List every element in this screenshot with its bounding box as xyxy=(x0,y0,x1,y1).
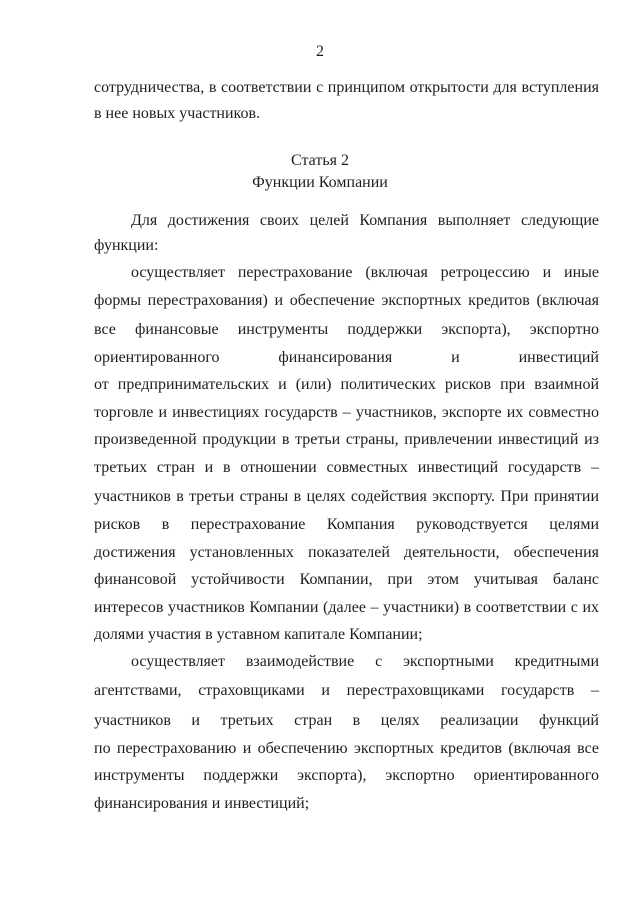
page-number: 2 xyxy=(316,43,324,60)
text-line: участников и третьих стран в целях реализации функций xyxy=(94,712,599,729)
text-line: функции: xyxy=(94,237,159,254)
text-line: осуществляет перестрахование (включая ретроцессию и иные xyxy=(131,264,599,281)
text-line: торговле и инвестициях государств – участников, экспорте их совместно xyxy=(94,404,599,421)
text-line: долями участия в уставном капитале Компании; xyxy=(94,626,423,643)
article-title: Функции Компании xyxy=(252,174,388,191)
text-line: участников в третьи страны в целях содействия экспорту. При принятии xyxy=(94,488,599,505)
text-line: финансовой устойчивости Компании, при этом учитывая баланс xyxy=(94,571,599,588)
text-line: третьих стран и в отношении совместных инвестиций государств – xyxy=(94,459,599,476)
text-line: финансирования и инвестиций; xyxy=(94,795,310,812)
text-line: агентствами, страховщиками и перестраховщиками государств – xyxy=(94,682,599,699)
text-line: формы перестрахования) и обеспечение экспортных кредитов (включая xyxy=(94,292,599,309)
text-line: сотрудничества, в соответствии с принципом открытости для вступления xyxy=(94,79,599,96)
text-line: по перестрахованию и обеспечению экспортных кредитов (включая все xyxy=(94,740,599,757)
text-line: произведенной продукции в третьи страны, привлечении инвестиций из xyxy=(94,431,599,448)
text-line: Для достижения своих целей Компания выполняет следующие xyxy=(131,212,599,229)
text-line: достижения установленных показателей деятельности, обеспечения xyxy=(94,544,599,561)
text-line: ориентированного финансирования и инвестиций xyxy=(94,349,599,366)
text-line: все финансовые инструменты поддержки экспорта), экспортно xyxy=(94,321,599,338)
text-line: осуществляет взаимодействие с экспортными кредитными xyxy=(131,653,599,670)
article-number: Статья 2 xyxy=(291,152,349,169)
text-line: в нее новых участников. xyxy=(94,105,261,122)
text-line: рисков в перестрахование Компания руководствуется целями xyxy=(94,516,599,533)
text-line: интересов участников Компании (далее – участники) в соответствии с их xyxy=(94,599,599,616)
text-line: от предпринимательских и (или) политических рисков при взаимной xyxy=(94,376,599,393)
text-line: инструменты поддержки экспорта), экспортно ориентированного xyxy=(94,767,599,784)
